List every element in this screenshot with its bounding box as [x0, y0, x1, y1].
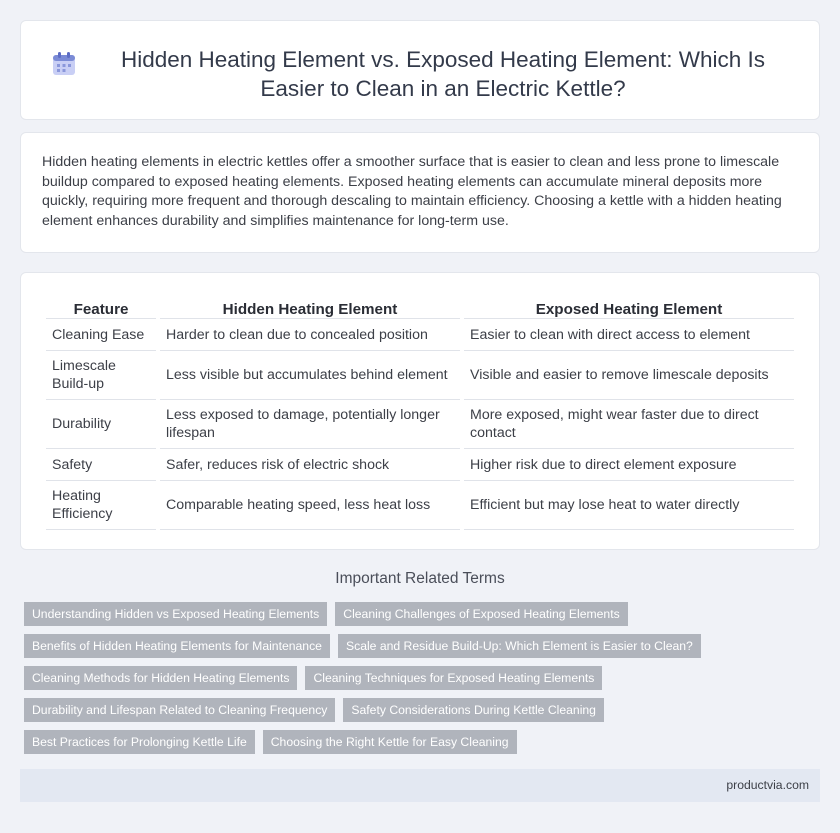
- related-term-tag[interactable]: Cleaning Techniques for Exposed Heating Elements: [305, 666, 602, 690]
- hidden-cell: Comparable heating speed, less heat loss: [160, 481, 460, 530]
- feature-cell: Cleaning Ease: [46, 319, 156, 351]
- comparison-table: [42, 293, 798, 530]
- exposed-cell: Higher risk due to direct element exposure: [464, 449, 794, 481]
- feature-cell: Safety: [46, 449, 156, 481]
- hidden-cell: Less exposed to damage, potentially longer lifespan: [160, 400, 460, 449]
- related-terms-list: [24, 602, 804, 754]
- table-header-row: [46, 293, 794, 319]
- hidden-cell: Harder to clean due to concealed position: [160, 319, 460, 351]
- title-card: [20, 20, 820, 120]
- header-hidden: Hidden Heating Element: [160, 293, 460, 319]
- related-term-tag[interactable]: Cleaning Methods for Hidden Heating Elements: [24, 666, 297, 690]
- exposed-cell: More exposed, might wear faster due to direct contact: [464, 400, 794, 449]
- related-term-tag[interactable]: Cleaning Challenges of Exposed Heating Elements: [335, 602, 627, 626]
- related-term-tag[interactable]: Safety Considerations During Kettle Cleaning: [343, 698, 604, 722]
- header-feature: Feature: [46, 293, 156, 319]
- intro-paragraph: Hidden heating elements in electric kettles offer a smoother surface that is easier to clean and less prone to limescale buildup compared to exposed heating elements. Exposed heating elements can accumulate mineral deposits more quickly, requiring more frequent and thorough descaling to maintain efficiency. Choosing a kettle with a hidden heating element enhances durability and simplifies maintenance for long-term use.: [42, 154, 782, 229]
- table-row: [46, 319, 794, 351]
- table-row: [46, 400, 794, 449]
- hidden-cell: Safer, reduces risk of electric shock: [160, 449, 460, 481]
- footer-site-link[interactable]: productvia.com: [726, 778, 809, 792]
- related-term-tag[interactable]: Best Practices for Prolonging Kettle Life: [24, 730, 255, 754]
- feature-cell: Durability: [46, 400, 156, 449]
- related-term-tag[interactable]: Benefits of Hidden Heating Elements for Maintenance: [24, 634, 330, 658]
- table-row: [46, 481, 794, 530]
- footer: [20, 769, 820, 802]
- page-title: Hidden Heating Element vs. Exposed Heating Element: Which Is Easier to Clean in an Electric Kettle?: [120, 47, 766, 101]
- feature-cell: Limescale Build-up: [46, 351, 156, 400]
- intro-card: [20, 132, 820, 253]
- related-term-tag[interactable]: Scale and Residue Build-Up: Which Element is Easier to Clean?: [338, 634, 701, 658]
- hidden-cell: Less visible but accumulates behind element: [160, 351, 460, 400]
- related-term-tag[interactable]: Choosing the Right Kettle for Easy Cleaning: [263, 730, 517, 754]
- feature-cell: Heating Efficiency: [46, 481, 156, 530]
- calendar-icon: [51, 51, 77, 77]
- exposed-cell: Efficient but may lose heat to water directly: [464, 481, 794, 530]
- table-row: [46, 449, 794, 481]
- table-row: [46, 351, 794, 400]
- exposed-cell: Easier to clean with direct access to element: [464, 319, 794, 351]
- header-exposed: Exposed Heating Element: [464, 293, 794, 319]
- related-term-tag[interactable]: Durability and Lifespan Related to Cleaning Frequency: [24, 698, 335, 722]
- related-terms-heading: Important Related Terms: [335, 570, 505, 587]
- comparison-table-card: [20, 272, 820, 550]
- related-term-tag[interactable]: Understanding Hidden vs Exposed Heating Elements: [24, 602, 327, 626]
- exposed-cell: Visible and easier to remove limescale deposits: [464, 351, 794, 400]
